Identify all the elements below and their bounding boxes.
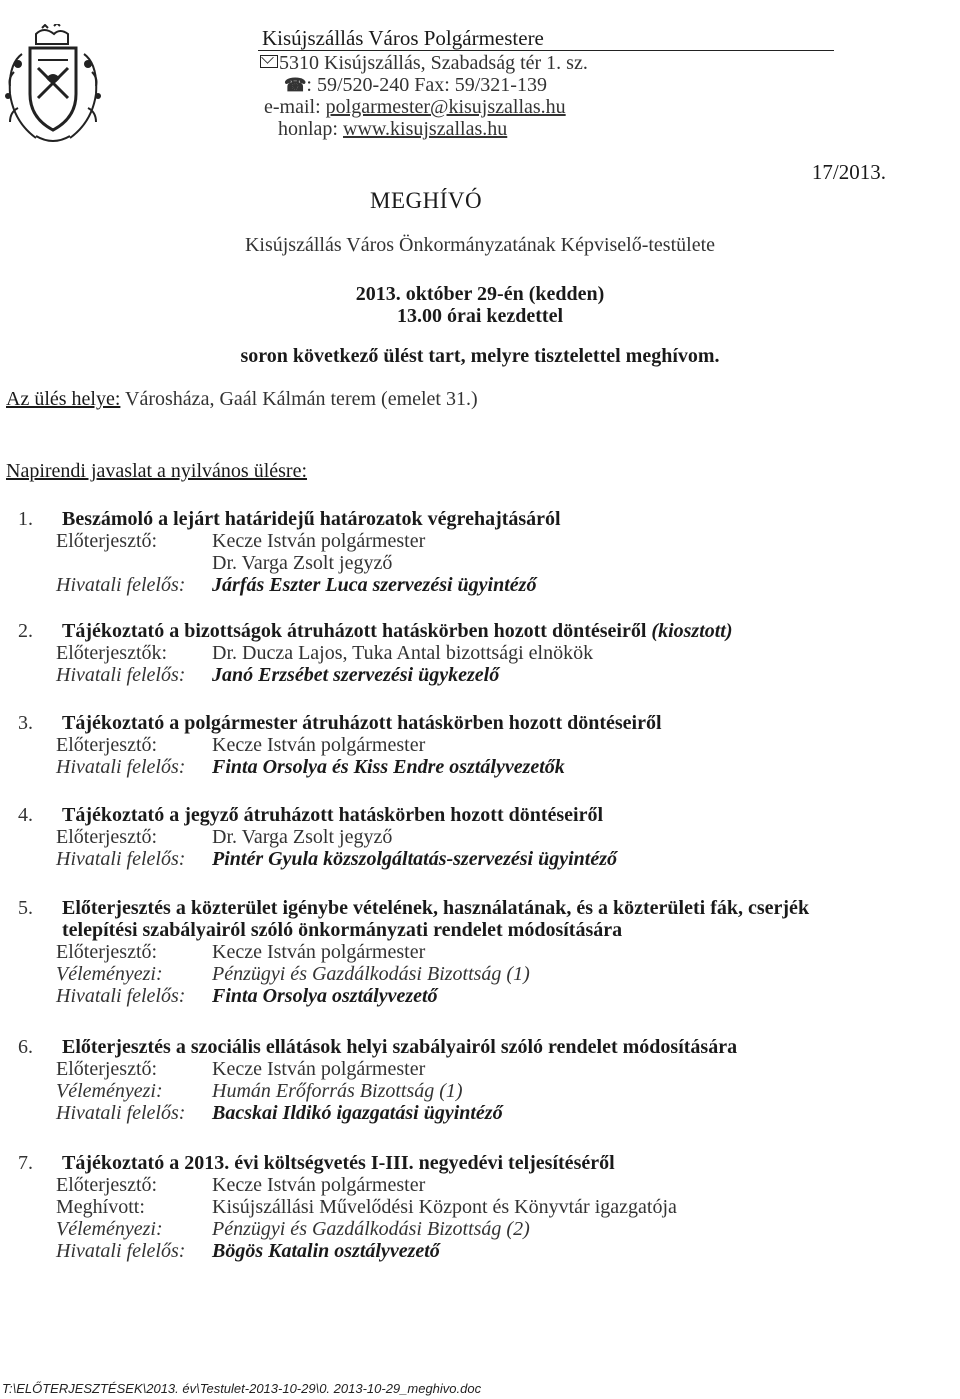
agenda-item-number: 4. <box>18 804 33 826</box>
agenda-item-number: 5. <box>18 897 33 919</box>
agenda-row-label: Véleményezi: <box>56 1080 163 1102</box>
agenda-item-number: 6. <box>18 1036 33 1058</box>
intro-sentence: soron következő ülést tart, melyre tisztelettel meghívom. <box>240 345 720 367</box>
agenda-item-title-text: Előterjesztés a közterület igénybe vételének, használatának, és a közterületi fák, cserjék <box>62 897 810 919</box>
agenda-row-value: Kecze István polgármester <box>212 1058 426 1080</box>
agenda-row-label: Előterjesztő: <box>56 530 158 552</box>
agenda-row-value: Kecze István polgármester <box>212 734 426 756</box>
agenda-row-label: Előterjesztők: <box>56 642 168 664</box>
agenda-item-number: 2. <box>18 620 33 642</box>
agenda-row-label: Hivatali felelős: <box>56 985 186 1007</box>
web-line <box>278 118 507 141</box>
email-label: e-mail: <box>264 96 326 118</box>
agenda-row-value: Dr. Ducza Lajos, Tuka Antal bizottsági elnökök <box>212 642 594 664</box>
agenda-item-title <box>62 804 603 827</box>
agenda-item-title <box>62 712 662 735</box>
page-title: MEGHÍVÓ <box>370 188 483 213</box>
envelope-icon <box>260 55 278 68</box>
venue-line <box>6 388 478 411</box>
address-text: 5310 Kisújszállás, Szabadság tér 1. sz. <box>279 52 588 74</box>
meeting-time: 13.00 órai kezdettel <box>396 305 564 327</box>
email-link[interactable]: polgarmester@kisujszallas.hu <box>325 96 566 118</box>
web-link[interactable]: www.kisujszallas.hu <box>343 118 508 140</box>
agenda-row-label: Meghívott: <box>56 1196 145 1218</box>
agenda-row-value: Bacskai Ildikó igazgatási ügyintéző <box>212 1102 503 1124</box>
intro-body: Kisújszállás Város Önkormányzatának Képviselő-testülete <box>244 234 716 256</box>
meeting-date: 2013. október 29-én (kedden) <box>355 283 605 305</box>
agenda-item-number: 3. <box>18 712 33 734</box>
agenda-row-label: Előterjesztő: <box>56 1174 158 1196</box>
agenda-item-title <box>62 897 809 920</box>
coat-of-arms-logo <box>2 24 104 152</box>
agenda-item-title <box>62 1152 615 1175</box>
agenda-row-label: Előterjesztő: <box>56 826 158 848</box>
agenda-row-value: Dr. Varga Zsolt jegyző <box>212 552 393 574</box>
agenda-item-note: (kiosztott) <box>651 620 733 642</box>
agenda-item-title-text: Tájékoztató a 2013. évi költségvetés I-III. negyedévi teljesítéséről <box>62 1152 615 1174</box>
agenda-row-value: Kisújszállási Művelődési Központ és Könyvtár igazgatója <box>212 1196 677 1218</box>
agenda-row-label: Hivatali felelős: <box>56 756 186 778</box>
agenda-item-title-cont: telepítési szabályairól szóló önkormányzati rendelet módosítására <box>62 919 623 941</box>
agenda-item-title-text: Tájékoztató a jegyző átruházott hatáskörben hozott döntéseiről <box>62 804 604 826</box>
agenda-row-label: Véleményezi: <box>56 1218 163 1240</box>
agenda-row-label: Hivatali felelős: <box>56 574 186 596</box>
agenda-item-title-text: Beszámoló a lejárt határidejű határozatok végrehajtásáról <box>62 508 561 530</box>
agenda-row-label: Előterjesztő: <box>56 734 158 756</box>
agenda-item-title-text: Tájékoztató a polgármester átruházott hatáskörben hozott döntéseiről <box>62 712 662 734</box>
agenda-row-value: Dr. Varga Zsolt jegyző <box>212 826 393 848</box>
agenda-row-value: Járfás Eszter Luca szervezési ügyintéző <box>212 574 537 596</box>
agenda-row-value: Humán Erőforrás Bizottság (1) <box>212 1080 463 1102</box>
agenda-row-value: Finta Orsolya osztályvezető <box>212 985 438 1007</box>
agenda-item-title <box>62 508 561 531</box>
phone-icon: ☎ <box>284 75 307 95</box>
agenda-item-number: 1. <box>18 508 33 530</box>
agenda-row-value: Finta Orsolya és Kiss Endre osztályvezetők <box>212 756 565 778</box>
header-divider <box>258 50 834 51</box>
agenda-item-title-text: Tájékoztató a bizottságok átruházott hatáskörben hozott döntéseiről <box>62 620 652 642</box>
agenda-row-value: Bögös Katalin osztályvezető <box>212 1240 440 1262</box>
org-name: Kisújszállás Város Polgármestere <box>262 26 544 50</box>
agenda-row-value: Janó Erzsébet szervezési ügykezelő <box>212 664 500 686</box>
agenda-row-label: Véleményezi: <box>56 963 163 985</box>
agenda-item-title <box>62 1036 737 1059</box>
footer-file-path: T:\ELŐTERJESZTÉSEK\2013. év\Testulet-2013-10-29\0. 2013-10-29_meghivo.doc <box>2 1381 482 1396</box>
agenda-item-title-text: Előterjesztés a szociális ellátások helyi szabályairól szóló rendelet módosítására <box>62 1036 738 1058</box>
venue-value: Városháza, Gaál Kálmán terem (emelet 31.) <box>120 388 478 410</box>
agenda-row-label: Előterjesztő: <box>56 1058 158 1080</box>
agenda-item-title <box>62 620 733 643</box>
agenda-row-value: Pénzügyi és Gazdálkodási Bizottság (1) <box>212 963 530 985</box>
agenda-row-label: Hivatali felelős: <box>56 664 186 686</box>
phone-text: : 59/520-240 Fax: 59/321-139 <box>306 74 547 96</box>
agenda-row-label: Hivatali felelős: <box>56 1102 186 1124</box>
email-line <box>264 96 566 119</box>
agenda-row-label: Hivatali felelős: <box>56 848 186 870</box>
web-label: honlap: <box>278 118 343 140</box>
agenda-row-value: Kecze István polgármester <box>212 941 426 963</box>
agenda-row-label: Hivatali felelős: <box>56 1240 186 1262</box>
document-number: 17/2013. <box>811 160 886 184</box>
agenda-row-label: Előterjesztő: <box>56 941 158 963</box>
phone-line <box>284 74 547 97</box>
address-line <box>260 52 588 75</box>
agenda-row-value: Kecze István polgármester <box>212 1174 426 1196</box>
agenda-row-value: Pintér Gyula közszolgáltatás-szervezési ügyintéző <box>212 848 618 870</box>
venue-label: Az ülés helye: <box>6 388 121 410</box>
agenda-row-value: Kecze István polgármester <box>212 530 426 552</box>
agenda-heading: Napirendi javaslat a nyilvános ülésre: <box>6 460 308 482</box>
agenda-item-number: 7. <box>18 1152 33 1174</box>
agenda-row-value: Pénzügyi és Gazdálkodási Bizottság (2) <box>212 1218 530 1240</box>
